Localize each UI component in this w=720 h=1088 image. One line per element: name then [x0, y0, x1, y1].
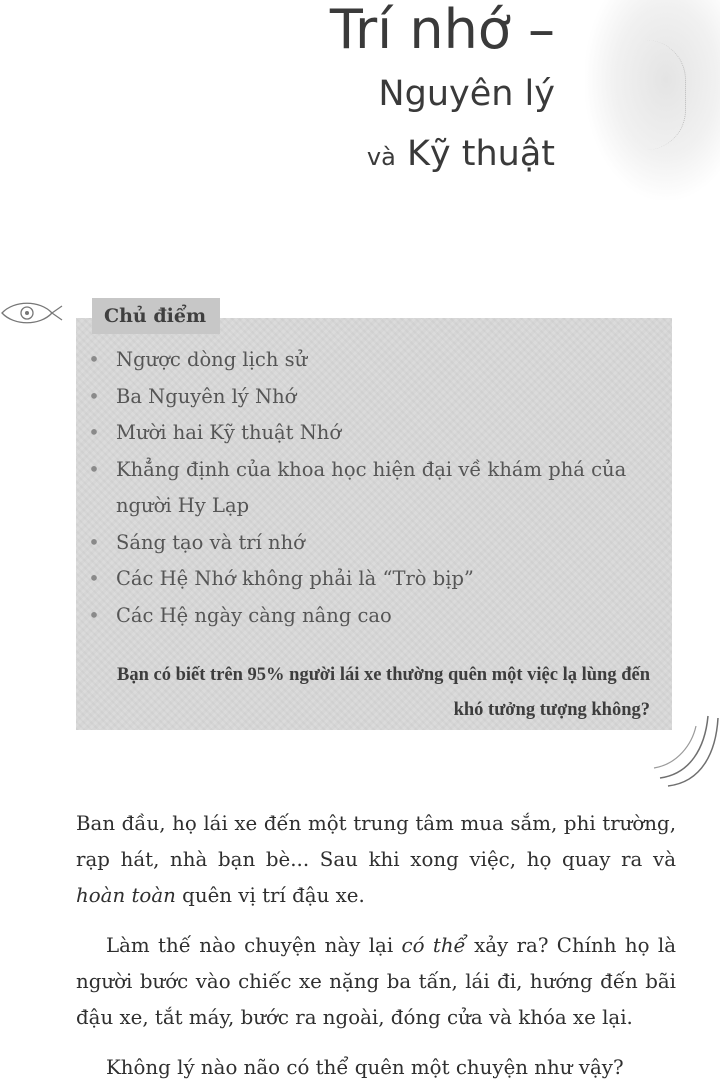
body-paragraph-1 [76, 806, 676, 914]
topic-item [86, 452, 666, 525]
topic-item [86, 598, 666, 635]
chapter-title-line3-main: Kỹ thuật [406, 134, 555, 174]
bullet: • [88, 348, 100, 371]
bullet: • [88, 603, 100, 627]
body-paragraph-2-text-b: xảy ra? Chính họ là người bước vào chiếc xe nặng ba tấn, lái đi, hướng đến bãi đậu xe, tắt máy, bước ra ngoài, đóng cửa và khóa xe lại. [76, 934, 676, 1029]
sound-wave-swoosh [650, 708, 720, 788]
chapter-title-line2: Nguyên lý [378, 74, 555, 114]
body-paragraph-1-emphasis: hoàn toàn [76, 884, 176, 907]
chapter-title-line3 [367, 130, 555, 181]
body-paragraph-2-emphasis: có thể [401, 934, 466, 957]
bullet: • [88, 384, 100, 408]
key-topics-label: Chủ điểm [92, 298, 220, 334]
chapter-title-line1: Trí nhớ – [329, 0, 555, 61]
body-paragraph-3: Không lý nào não có thể quên một chuyện như vậy? [106, 1056, 624, 1079]
bullet: • [88, 457, 100, 481]
chapter-title-conjunction: và [366, 143, 396, 171]
body-paragraph-1-text-a: Ban đầu, họ lái xe đến một trung tâm mua sắm, phi trường, rạp hát, nhà bạn bè... Sau khi xong việc, họ quay ra và [76, 812, 676, 871]
body-paragraph-2-text-a: Làm thế nào chuyện này lại [106, 934, 402, 957]
topic-text: Các Hệ Nhớ không phải là “Trò bịp” [116, 567, 474, 590]
topic-item [86, 525, 666, 562]
topics-list [86, 342, 666, 634]
topic-item [86, 379, 666, 416]
topic-text: Các Hệ ngày càng nâng cao [116, 603, 392, 627]
topic-text: Ba Nguyên lý Nhớ [116, 384, 297, 408]
topic-item [86, 342, 666, 379]
topic-text: Sáng tạo và trí nhớ [116, 530, 305, 554]
teaser-question: Bạn có biết trên 95% người lái xe thường quên một việc lạ lùng đến khó tưởng tượng không? [117, 665, 650, 720]
topic-text: Khẳng định của khoa học hiện đại về khám phá của người Hy Lạp [116, 457, 627, 517]
eye-icon [0, 296, 66, 330]
body-paragraph-1-text-b: quên vị trí đậu xe. [175, 884, 365, 907]
topic-item [86, 561, 666, 598]
topic-item [86, 415, 666, 452]
topic-text: Mười hai Kỹ thuật Nhớ [116, 421, 342, 444]
bullet: • [88, 421, 100, 444]
topic-text: Ngược dòng lịch sử [116, 348, 308, 371]
title-decoration [585, 0, 720, 200]
bullet: • [88, 530, 100, 554]
body-paragraph-2 [76, 928, 676, 1036]
bullet: • [88, 567, 100, 590]
